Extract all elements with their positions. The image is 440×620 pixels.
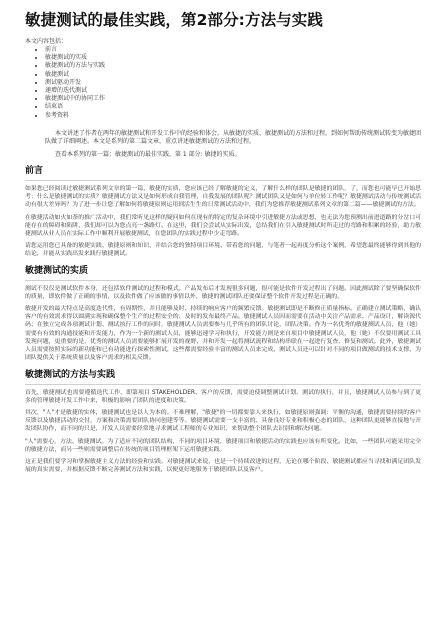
toc-item-collaboration[interactable]: • 敏捷测试中的协同工作 xyxy=(45,95,140,103)
toc-item-preface[interactable]: • 前言 xyxy=(45,46,140,54)
article-title: 敏捷测试的最佳实践，第2部分:方法与实践 xyxy=(25,11,323,29)
toc-list xyxy=(25,46,421,120)
section-preface xyxy=(25,166,421,259)
section-essence xyxy=(25,266,421,363)
section-heading: 前言 xyxy=(25,166,421,181)
toc-item-methods[interactable]: • 敏捷测试的方法与实践 xyxy=(45,62,140,70)
toc-item-conclusion[interactable]: • 结束语 xyxy=(45,103,140,111)
section-paragraph: 这正是我们要学习和掌握敏捷主义方法的经验和实践。对敏捷测试来说，也是一个持续改进的过程，无论在哪个阶段、敏捷测试都应当寻找和满足团队发展的真实需要，并根据反馈不断完善测试方法和实践，以便更好地服务于敏捷团队以及客户。 xyxy=(25,458,421,474)
section-paragraph: 请您运用您已具备的敏捷实践、敏捷原则和知识，并结合您的独特项目环境、带着您的问题，与笔者一起再度分析这个案例，希望您最终能够得到其他的结论，并能从实践出发来践行敏捷测试。 xyxy=(25,243,421,258)
section-paragraph: 敏捷开发的最大特点是高度迭代性，有周期性，并且能够及时、持续的响应客户的频繁反馈。敏捷测试即是不断修正质量指标，正确建立测试策略，确认客户的有效需求得以圆满实现和确保整个生产的过程安全的、及时的发布最终产品。敏捷测试人员因而需要在活动中关注产品需求、产品设计，解读源代码；在独立完成各项测试计划、测试执行工作的同时，敏捷测试人员需要参与几乎所有的团队讨论，团队决策。作为一名优秀的敏捷测试人员，他（她）需要有有效的沟通技能和开发能力，作为一个新的测试人员，能够迅速学习和执行，开发能力则是来自项目中敏捷测试人员，他（她）不仅要用测试工具发现问题，更重要的是，优秀的测试人员需要能够扩展开发的视野，并和开发一起将测试流程和结构串联在一起进行复查、修复和测试。此外，敏捷测试人员需要按照实际的新功能和已有功能进行探索性测试，这些都需要经验丰富的测试人员来完成，测试人员还可以针对不同的项目做测试的技术支撑，为团队提供关于系统质量以及客户需求的相关反馈。 xyxy=(25,306,421,362)
article-intro xyxy=(25,130,421,159)
table-of-contents xyxy=(25,38,421,120)
toc-item-agile-testing[interactable]: • 敏捷测试 xyxy=(45,71,140,79)
toc-item-tdd[interactable]: • 测试驱动开发 xyxy=(45,79,140,87)
toc-item-references[interactable]: • 参考资料 xyxy=(45,112,140,120)
intro-series-link[interactable]: 查看本系列的第一篇：敏捷测试的最佳实践，第 1 部分: 敏捷的实质。 xyxy=(55,150,241,158)
toc-intro: 本文内容包括： xyxy=(25,38,68,45)
section-heading: 敏捷测试的方法与实践 xyxy=(25,370,421,385)
section-paragraph: 在敏捷活动如火如荼的推广活动中，我们常听见这样的疑问如何在现有的特定的复杂环境中引进敏捷方法或思想，也无法为您预测出前进道路的分岔口可能存在的障碍和陷阱，我们却可以为您点亮一盏路灯。在这里，我们会尝试从实际出发，总结我们在引入敏捷测试时所走过的弯路和积累的经验，助力敏捷测试从业人员在实际工作中顺利开展敏捷测试，在您团队的实践过程中少走弯路。 xyxy=(25,214,421,238)
intro-paragraph: 本文讲述了作者在两年的敏捷测试和开发工作中的经验和体会。从敏捷的实质、敏捷测试的方法和过程，到如何帮助传统测试转变为敏捷团队做了详细阐述。本文是系列的第二篇文章，重点讲述敏捷测试的方法和过程。 xyxy=(45,129,422,146)
section-methods xyxy=(25,370,421,475)
section-paragraph: 其次，"人"才是敏捷的实体，敏捷测试也是以人为本的。不难理解，"敏捷"的一切都要靠人来执行，如敏捷原则强调：平衡的沟通，敏捷需要持续的客户反馈以及敏捷活动的交付，方案和决策需要团队协同创建等等。敏捷测试需要一支丰富的、具备良好专业和积极心态的团队，这种团队更能够直接地与开发团队协作，而不同的只是，开发人员需要经常地寻求测试工程师的专业知识，来帮助整个团队去识别和解决问题。 xyxy=(25,409,421,433)
section-heading: 敏捷测试的实质 xyxy=(25,266,421,281)
toc-item-iterative[interactable]: • 递增的迭代测试 xyxy=(45,87,140,95)
section-paragraph: "人"需要心，方法、敏捷测试。为了适应不同的团队结构，不同的项目环境，敏捷项目和敏捷活动的实践也应该有所变化。比如，一些团队可能采用完全的敏捷方法，而另一些则需要调整后在传统的项目管理框架下运用敏捷实践。 xyxy=(25,438,421,453)
section-paragraph: 首先，敏捷测试也需要遵循迭代工作、即第项目 STAKEHOLDER、客户的反馈，需要迫使调整测试计划、测试的执行，并且，敏捷测试人员参与到了更多的管理敏捷开发工作中来，积极的影响了团队的进度和决策。 xyxy=(25,389,421,404)
section-paragraph: 测试不仅仅是测试软件本身，还包括软件测试的过程和模式。产品发布后才发现很多问题，很可能是软件开发过程出了问题。因此测试除了要坚确保软件的质量，即软件做了正确的事情，以及软件做了应该做的事情以外，敏捷的测试团队还要保证整个软件开发过程是正确的。 xyxy=(25,285,421,300)
section-paragraph: 如果您已经阅读过敏捷测试系列文章的第一篇，敏捷的实质，您应该已经了解敏捷的定义，了解什么样的团队是敏捷的团队，了，而您也可能早已开始思考：什么是敏捷测试的实质？敏捷测试方法又是如何形成自我管理，自我发展的团队呢？测试团队又是如何与单位转工作呢？敏捷测试活动与传统测试活动有很大差异吗？为了进一步让您了解如何将敏捷原则运用到活生生的日常测试活动中，我们为您推荐敏捷测试系列文章的第二篇——敏捷测试的方法。 xyxy=(25,186,421,209)
toc-item-essence[interactable]: • 敏捷测试的实质 xyxy=(45,54,140,62)
